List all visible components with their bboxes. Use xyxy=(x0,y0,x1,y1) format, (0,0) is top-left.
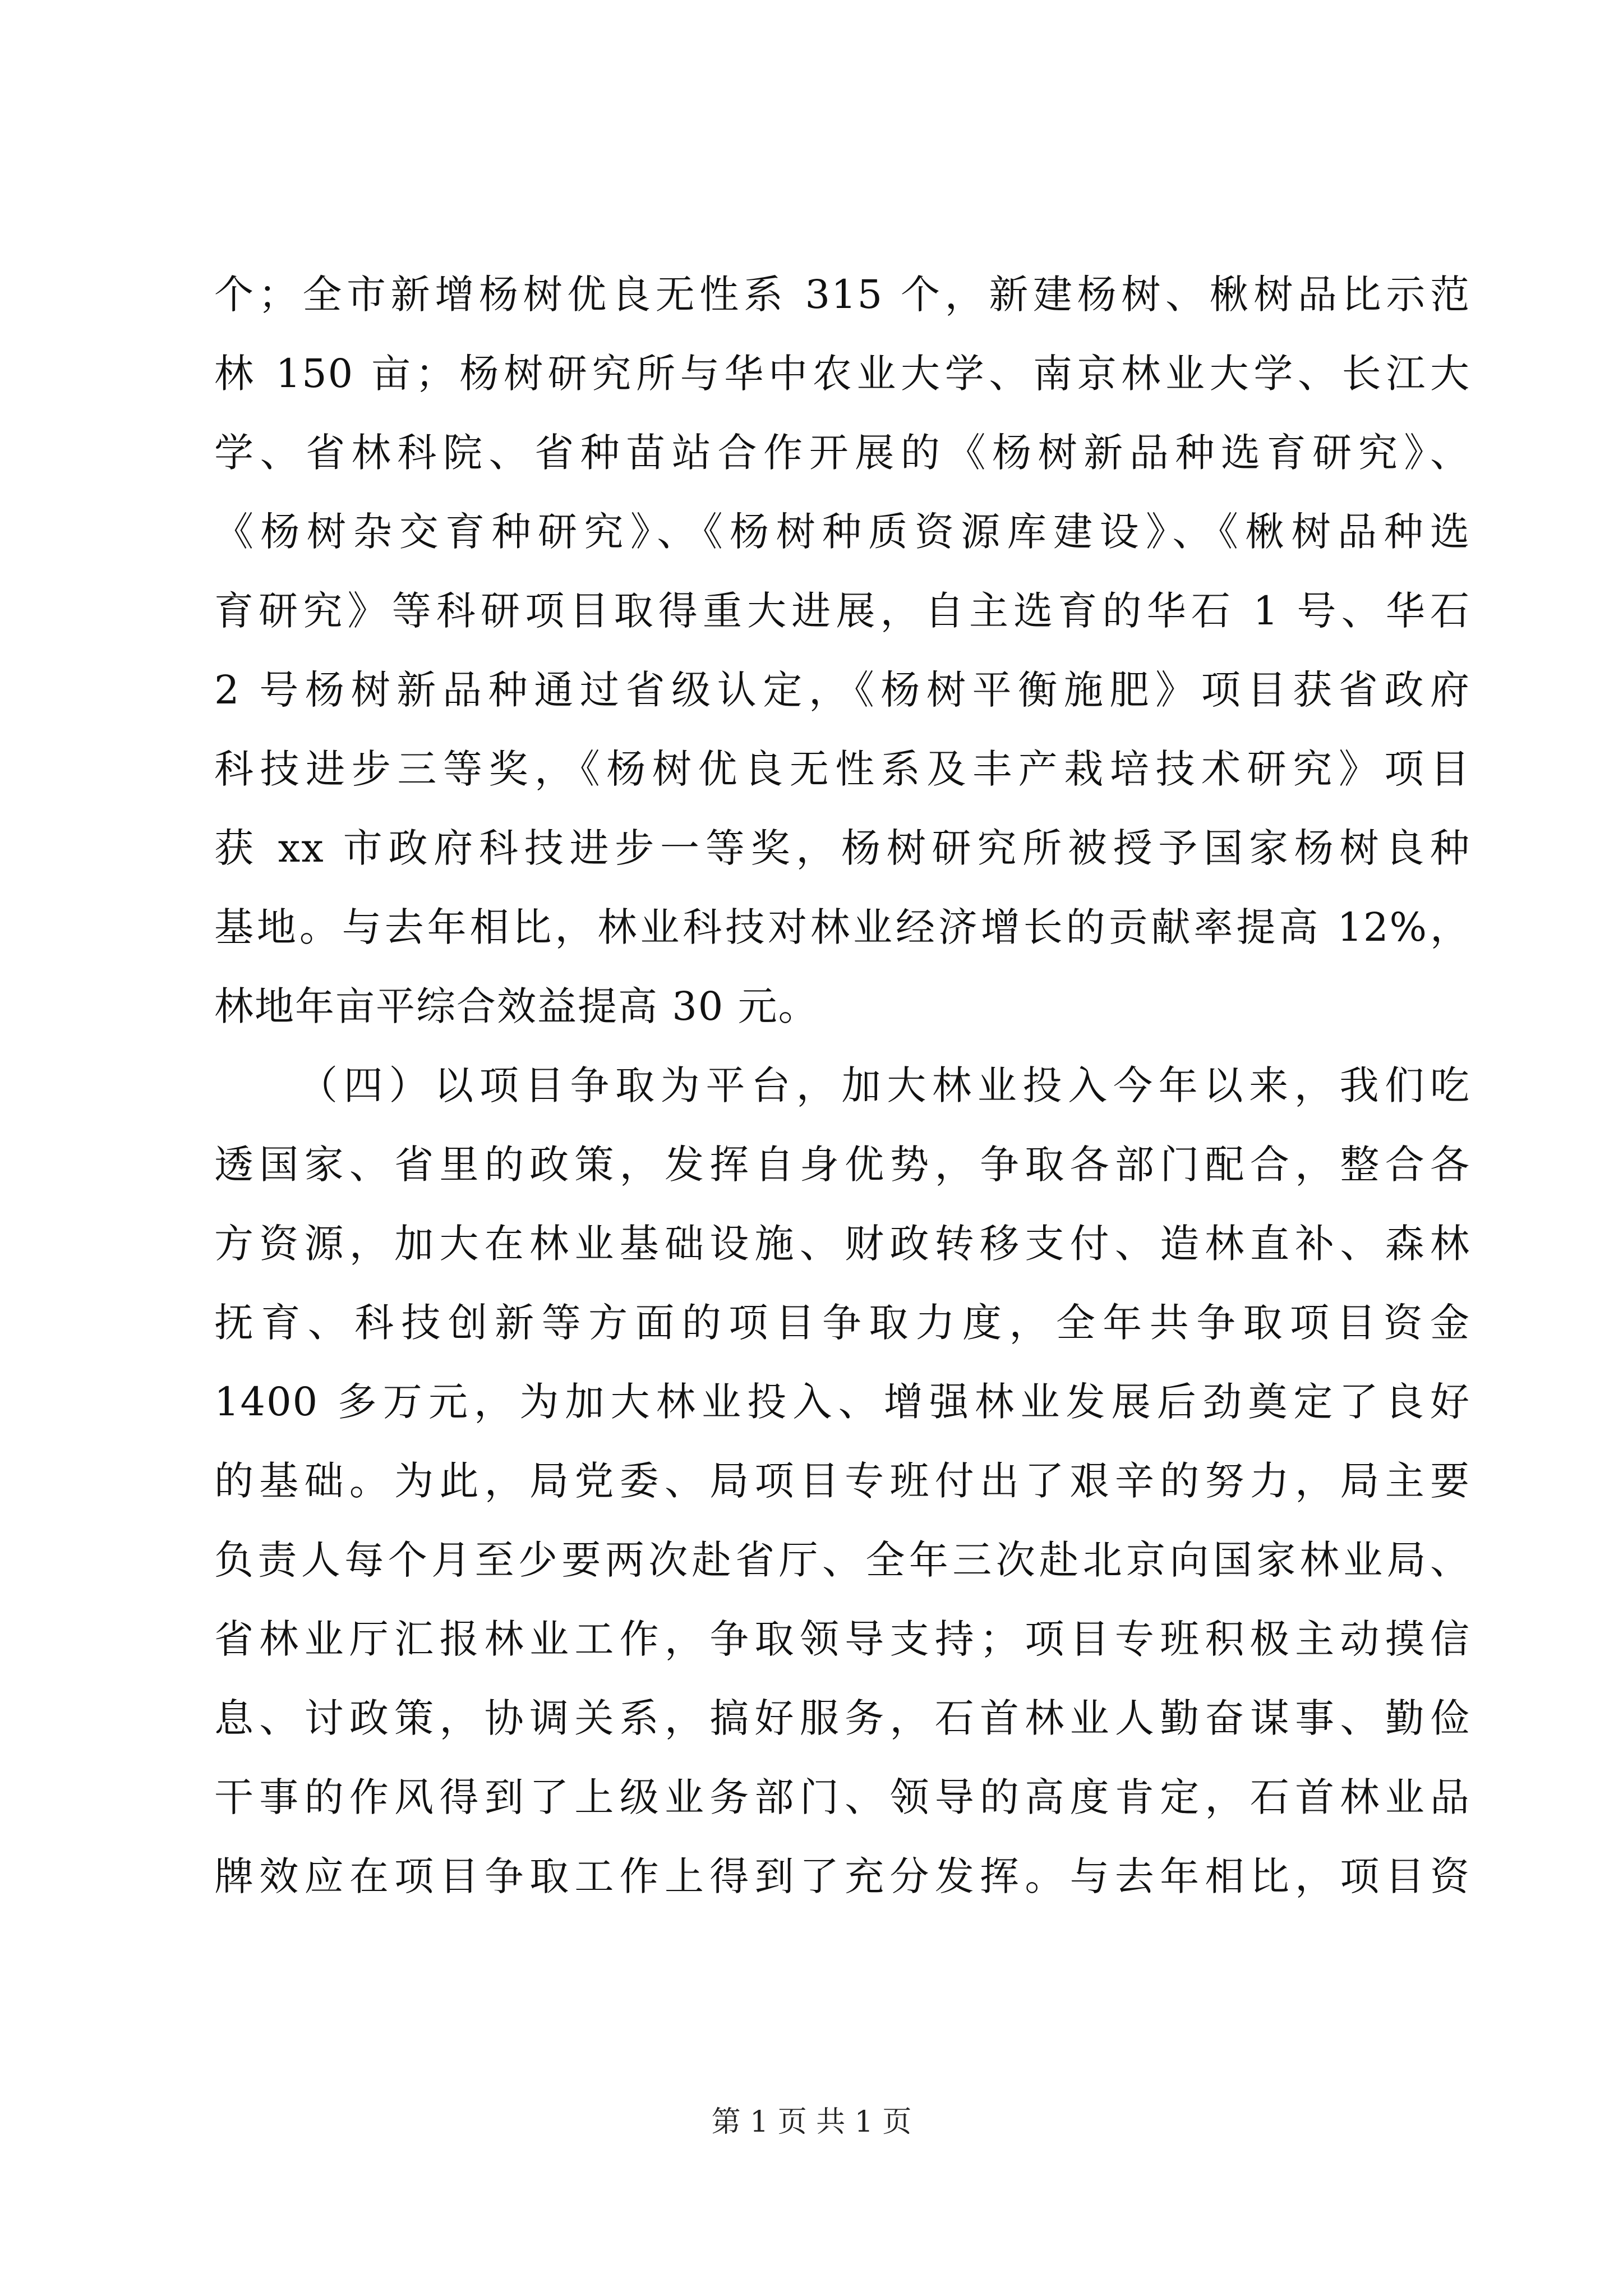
text-line: 干事的作风得到了上级业务部门、领导的高度肯定，石首林业品 xyxy=(214,1774,1470,1820)
document-body xyxy=(214,255,1470,1916)
text-line: 省林业厅汇报林业工作，争取领导支持；项目专班积极主动摸信 xyxy=(214,1616,1470,1662)
text-line: 科技进步三等奖，《杨树优良无性系及丰产栽培技术研究》项目 xyxy=(214,746,1470,792)
text-line: 育研究》等科研项目取得重大进展，自主选育的华石 1 号、华石 xyxy=(214,588,1470,634)
text-line: 2 号杨树新品种通过省级认定，《杨树平衡施肥》项目获省政府 xyxy=(214,667,1470,713)
text-line: 负责人每个月至少要两次赴省厅、全年三次赴北京向国家林业局、 xyxy=(214,1537,1470,1583)
text-line: 息、讨政策，协调关系，搞好服务，石首林业人勤奋谋事、勤俭 xyxy=(214,1695,1470,1741)
page-number-footer: 第 1 页 共 1 页 xyxy=(711,2105,912,2139)
text-line: 抚育、科技创新等方面的项目争取力度，全年共争取项目资金 xyxy=(214,1300,1470,1346)
text-line: 的基础。为此，局党委、局项目专班付出了艰辛的努力，局主要 xyxy=(214,1458,1470,1504)
text-line: 牌效应在项目争取工作上得到了充分发挥。与去年相比，项目资 xyxy=(214,1853,1470,1899)
text-line: 林 150 亩；杨树研究所与华中农业大学、南京林业大学、长江大 xyxy=(214,351,1470,397)
text-line: 学、省林科院、省种苗站合作开展的《杨树新品种选育研究》、 xyxy=(214,430,1470,476)
text-line: 林地年亩平综合效益提高 30 元。 xyxy=(214,983,819,1029)
text-line: 《杨树杂交育种研究》、《杨树种质资源库建设》、《楸树品种选 xyxy=(214,509,1470,555)
section-heading-line: （四）以项目争取为平台，加大林业投入今年以来，我们吃 xyxy=(298,1062,1470,1108)
text-line: 获 xx 市政府科技进步一等奖，杨树研究所被授予国家杨树良种 xyxy=(214,825,1470,871)
text-line: 1400 多万元，为加大林业投入、增强林业发展后劲奠定了良好 xyxy=(214,1379,1470,1425)
text-line: 方资源，加大在林业基础设施、财政转移支付、造林直补、森林 xyxy=(214,1221,1470,1267)
text-line: 个；全市新增杨树优良无性系 315 个，新建杨树、楸树品比示范 xyxy=(214,272,1470,318)
text-line: 透国家、省里的政策，发挥自身优势，争取各部门配合，整合各 xyxy=(214,1142,1470,1188)
text-line: 基地。与去年相比，林业科技对林业经济增长的贡献率提高 12%， xyxy=(214,904,1470,950)
